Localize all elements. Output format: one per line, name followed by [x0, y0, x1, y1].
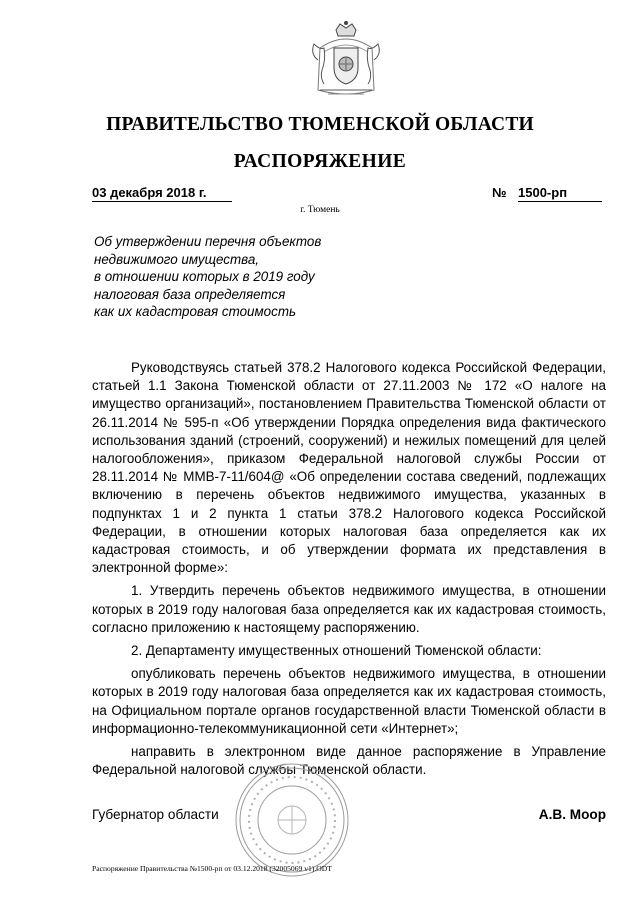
subject-line: недвижимого имущества,: [94, 251, 259, 267]
item-2-paragraph: 2. Департаменту имущественных отношений Тюменской области:: [131, 643, 542, 659]
document-date: 03 декабря 2018 г.: [92, 186, 232, 202]
document-city: г. Тюмень: [300, 205, 340, 215]
document-type-title: РАСПОРЯЖЕНИЕ: [233, 151, 407, 172]
government-title: ПРАВИТЕЛЬСТВО ТЮМЕНСКОЙ ОБЛАСТИ: [106, 114, 534, 135]
subject-line: как их кадастровая стоимость: [94, 304, 297, 320]
item-1-paragraph: 1. Утвердить перечень объектов недвижимого имущества, в отношении которых в 2019 году налоговая база определяется как их кадастровая стоимость, согласно приложению к настоящему распоряжению.: [92, 583, 606, 635]
preamble-paragraph: Руководствуясь статьей 378.2 Налогового кодекса Российской Федерации, статьей 1.1 Закона Тюменской области от 27.11.2003 № 172 «О налоге на имущество организаций», постановлением Правительства Тюменской области от 26.11.2014 № 595-п «Об утверждении Порядка определения вида фактического использования зданий (строений, сооружений) и нежилых помещений для целей налогообложения», приказом Федеральной налоговой службы России от 28.11.2014 № ММВ-7-11/604@ «Об определении состава сведений, подлежащих включению в перечень объектов недвижимого имущества, указанных в подпунктах 1 и 2 пункта 1 статьи 378.2 Налогового кодекса Российской Федерации, в отношении которых налоговая база определяется как их кадастровая стоимость, и об утверждении формата их представления в электронной форме»:: [92, 360, 606, 576]
signatory-title: Губернатор области: [92, 807, 219, 822]
item-2b-paragraph: направить в электронном виде данное распоряжение в Управление Федеральной налоговой службы Тюменской области.: [92, 744, 606, 778]
number-sign: №: [492, 185, 507, 200]
footer-note: Распоряжение Правительства №1500-рп от 03.12.2018 (32005069 v1).ODT: [92, 864, 332, 873]
document-subject: [94, 233, 414, 321]
item-2a-paragraph: опубликовать перечень объектов недвижимого имущества, в отношении которых в 2019 году налоговая база определяется как их кадастровая стоимость, на Официальном портале органов государственной власти Тюменской области в информационно-телекоммуникационной сети «Интернет»;: [92, 666, 606, 736]
document-number: 1500-рп: [518, 186, 602, 202]
subject-line: в отношении которых в 2019 году: [94, 269, 315, 285]
document-body: [92, 359, 606, 779]
official-seal-icon: [232, 760, 352, 880]
coat-of-arms-icon: [300, 20, 392, 100]
signatory-name: А.В. Моор: [538, 807, 606, 822]
subject-line: Об утверждении перечня объектов: [94, 234, 322, 249]
document-number-block: [492, 186, 606, 202]
subject-line: налоговая база определяется: [94, 286, 286, 302]
